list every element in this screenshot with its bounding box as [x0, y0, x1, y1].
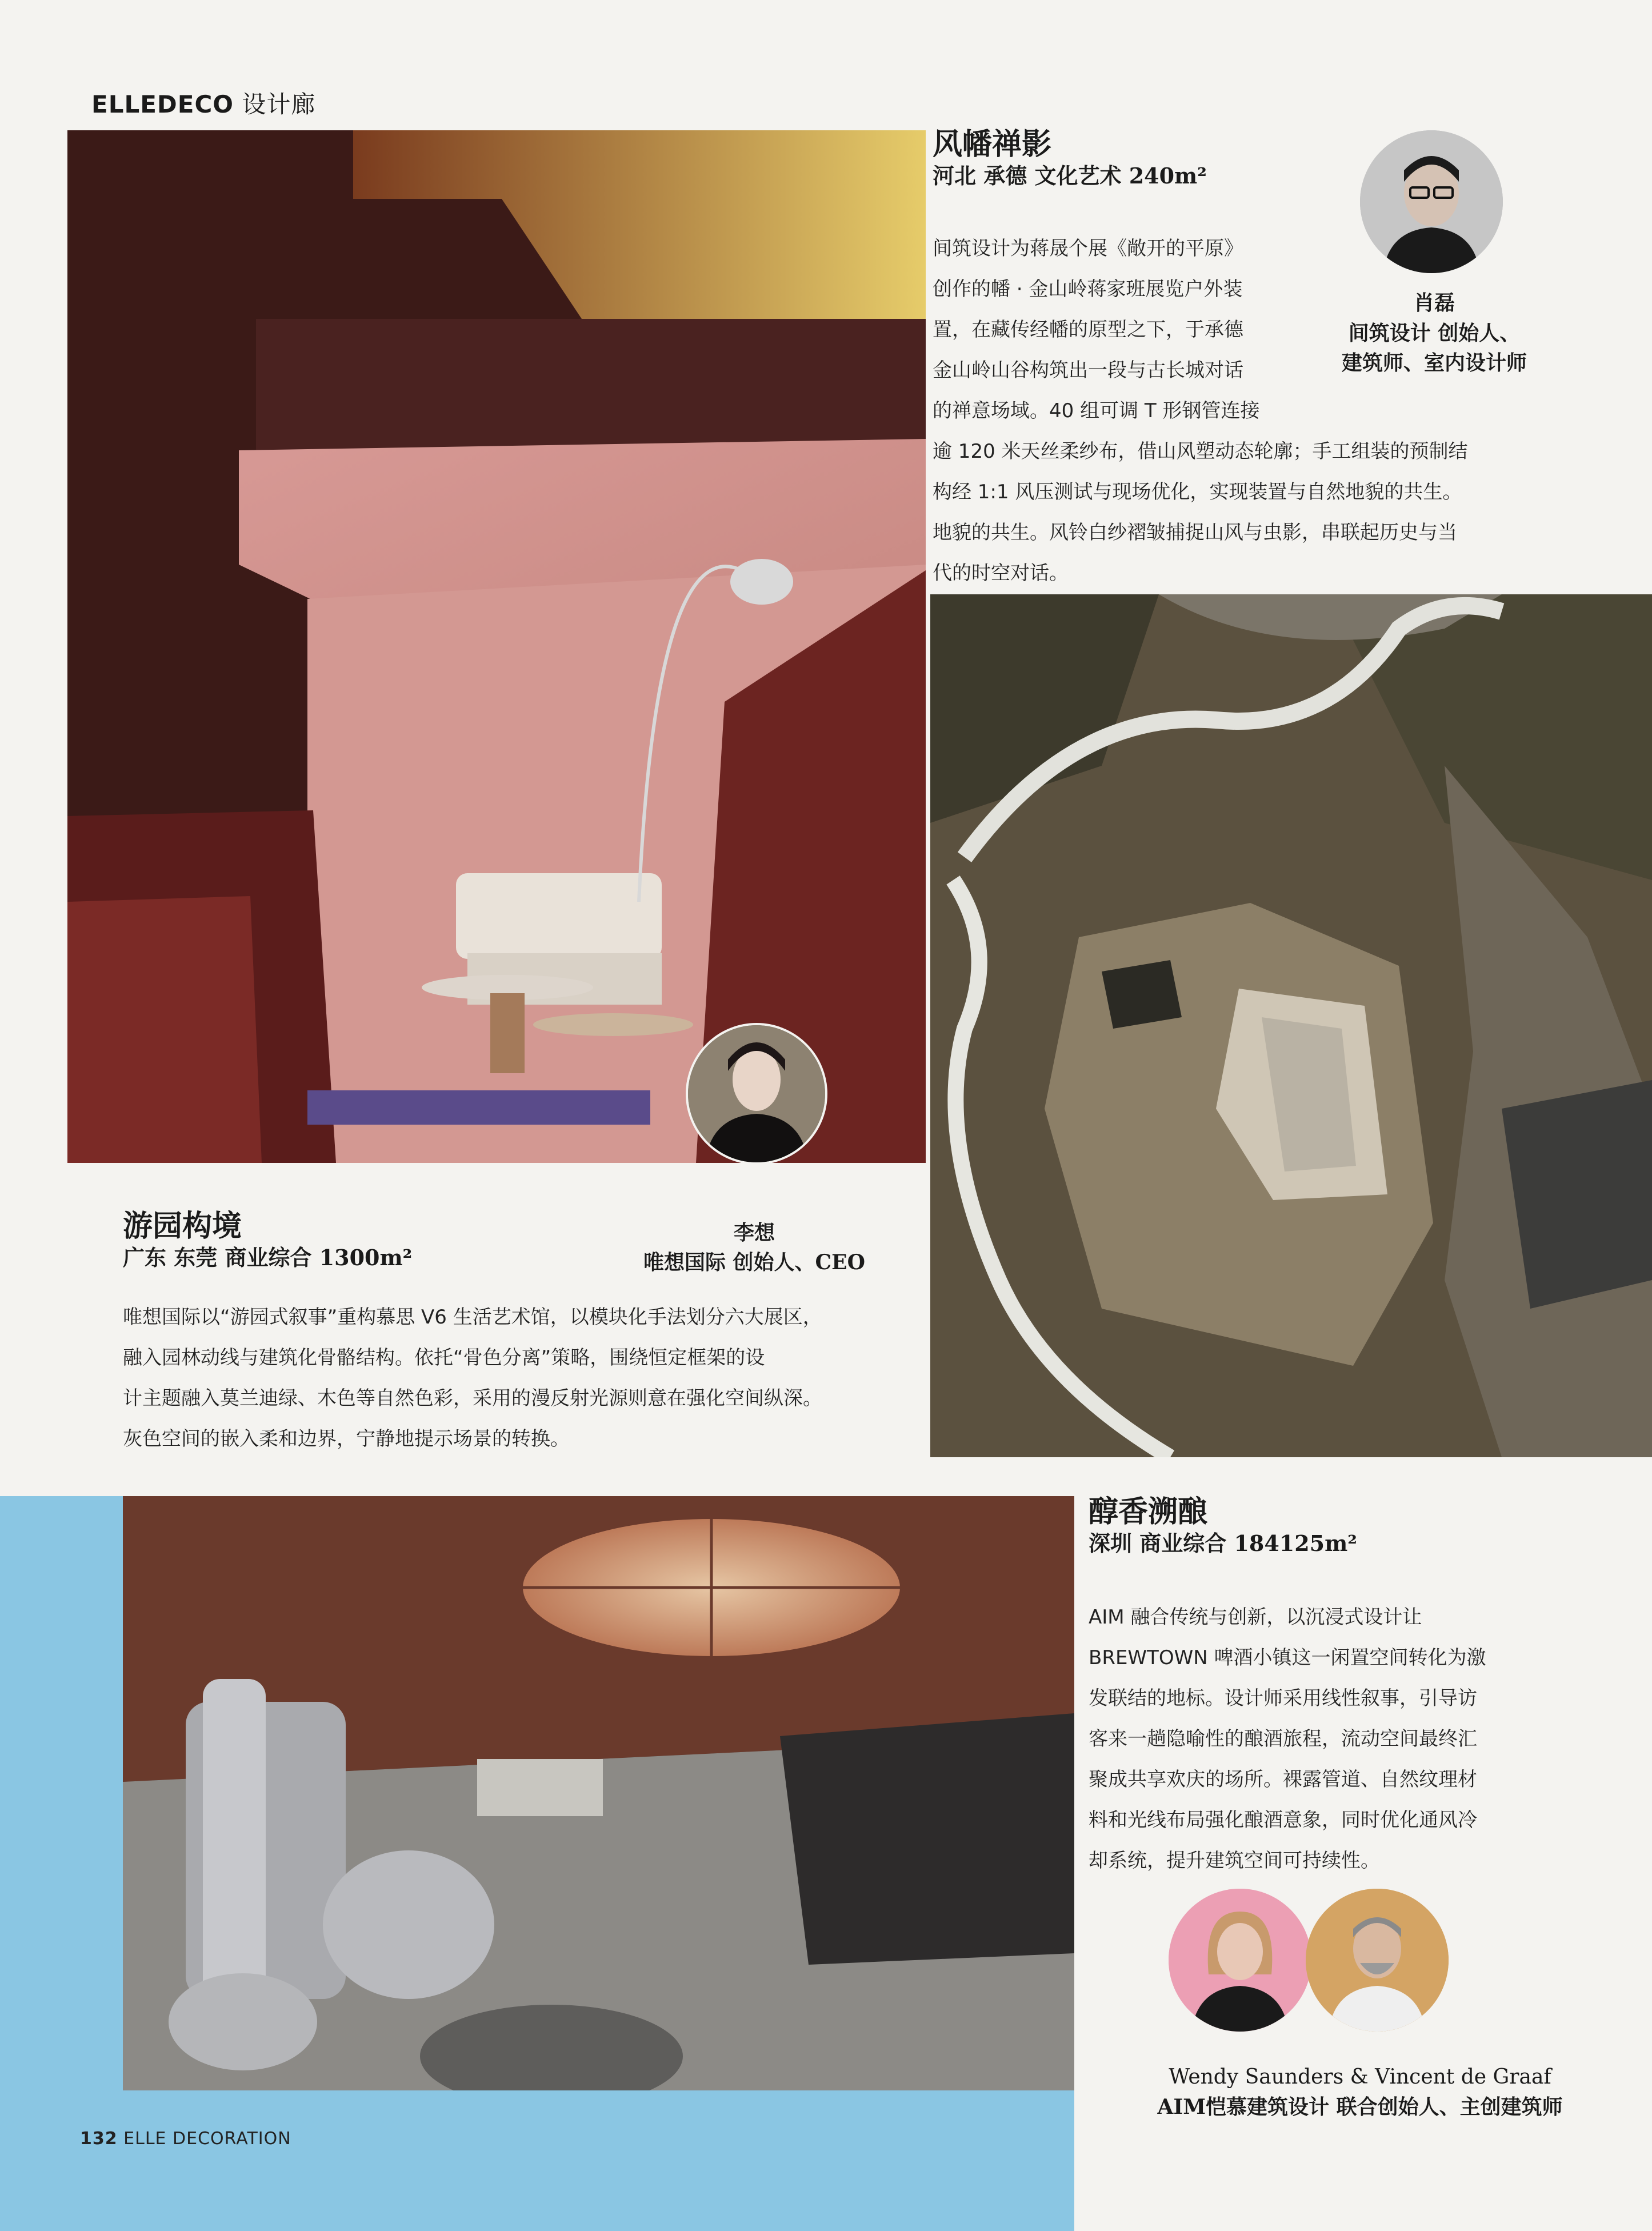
page-header	[91, 86, 315, 120]
article-location-youyuan: 广东 东莞 商业综合 1300m²	[123, 1245, 413, 1270]
photo-brewtown-interior	[123, 1496, 1074, 2090]
photo-pink-interior	[67, 130, 926, 1163]
body-line: 代的时空对话。	[933, 562, 1069, 585]
body-line: 逾 120 米天丝柔纱布，借山风塑动态轮廓；手工组装的预制结	[933, 440, 1468, 463]
avatar-vincent-de-graaf	[1306, 1889, 1449, 2032]
article-body-youyuan	[123, 1297, 923, 1460]
body-line: 地貌的共生。风铃白纱褶皱捕捉山风与虫影，串联起历史与当	[933, 521, 1457, 544]
designer-role-aim: AIM恺慕建筑设计 联合创始人、主创建筑师	[1157, 2095, 1563, 2119]
body-line: 创作的幡 · 金山岭蒋家班展览户外装	[933, 278, 1243, 301]
body-line: 计主题融入莫兰迪绿、木色等自然色彩，采用的漫反射光源则意在强化空间纵深。	[123, 1387, 822, 1410]
magazine-name: ELLE DECORATION	[123, 2129, 291, 2149]
body-line: 金山岭山谷构筑出一段与古长城对话	[933, 359, 1243, 382]
body-line: 却系统，提升建筑空间可持续性。	[1089, 1849, 1380, 1872]
body-line: 置，在藏传经幡的原型之下，于承德	[933, 318, 1243, 341]
section-name: 设计廊	[242, 90, 316, 118]
article-location-fengfan: 河北 承德 文化艺术 240m²	[933, 163, 1207, 189]
article-body-fengfan	[933, 229, 1538, 594]
designer-role-li: 唯想国际 创始人、CEO	[643, 1250, 865, 1274]
page-number: 132	[80, 2129, 118, 2149]
body-line: 灰色空间的嵌入柔和边界，宁静地提示场景的转换。	[123, 1428, 570, 1450]
avatar-li-xiang	[686, 1023, 827, 1165]
body-line: 聚成共享欢庆的场所。裸露管道、自然纹理材	[1089, 1768, 1477, 1791]
designer-name-li: 李想	[733, 1221, 775, 1245]
designer-names-aim: Wendy Saunders & Vincent de Graaf	[1169, 2065, 1551, 2089]
avatar-wendy-saunders	[1169, 1889, 1311, 2032]
body-line: 融入园林动线与建筑化骨骼结构。依托“骨色分离”策略，围绕恒定框架的设	[123, 1346, 765, 1369]
designer-role-xiao-2: 建筑师、室内设计师	[1341, 351, 1527, 375]
portrait-icon	[1306, 1889, 1449, 2032]
footer-color-band-bottom	[0, 2090, 1074, 2231]
article-title-fengfan: 风幡禅影	[933, 127, 1052, 162]
pink-interior-illustration	[67, 130, 926, 1163]
article-body-chunxiang	[1089, 1597, 1637, 1881]
photo-aerial-installation	[930, 594, 1652, 1457]
body-line: 料和光线布局强化酿酒意象，同时优化通风冷	[1089, 1809, 1477, 1832]
body-line: 客来一趟隐喻性的酿酒旅程，流动空间最终汇	[1089, 1728, 1477, 1750]
body-line: 发联结的地标。设计师采用线性叙事，引导访	[1089, 1687, 1477, 1710]
article-title-chunxiang: 醇香溯酿	[1089, 1494, 1208, 1529]
body-line: 的禅意场域。40 组可调 T 形钢管连接	[933, 399, 1260, 422]
magazine-brand: ELLEDECO	[91, 90, 234, 118]
body-line: 构经 1:1 风压测试与现场优化，实现装置与自然地貌的共生。	[933, 481, 1462, 503]
article-title-youyuan: 游园构境	[123, 1209, 242, 1244]
body-line: BREWTOWN 啤酒小镇这一闲置空间转化为激	[1089, 1646, 1486, 1669]
page-footer	[80, 2129, 291, 2149]
portrait-icon	[1169, 1889, 1311, 2032]
aerial-illustration	[930, 594, 1652, 1457]
brewtown-illustration	[123, 1496, 1074, 2090]
designer-role-xiao-1: 间筑设计 创始人、	[1348, 321, 1521, 345]
designer-name-xiao: 肖磊	[1413, 291, 1455, 315]
body-line: 间筑设计为蒋晟个展《敞开的平原》	[933, 237, 1243, 260]
body-line: AIM 融合传统与创新，以沉浸式设计让	[1089, 1606, 1422, 1629]
body-line: 唯想国际以“游园式叙事”重构慕思 V6 生活艺术馆，以模块化手法划分六大展区，	[123, 1306, 822, 1329]
article-location-chunxiang: 深圳 商业综合 184125m²	[1089, 1530, 1357, 1556]
portrait-icon	[688, 1025, 825, 1162]
